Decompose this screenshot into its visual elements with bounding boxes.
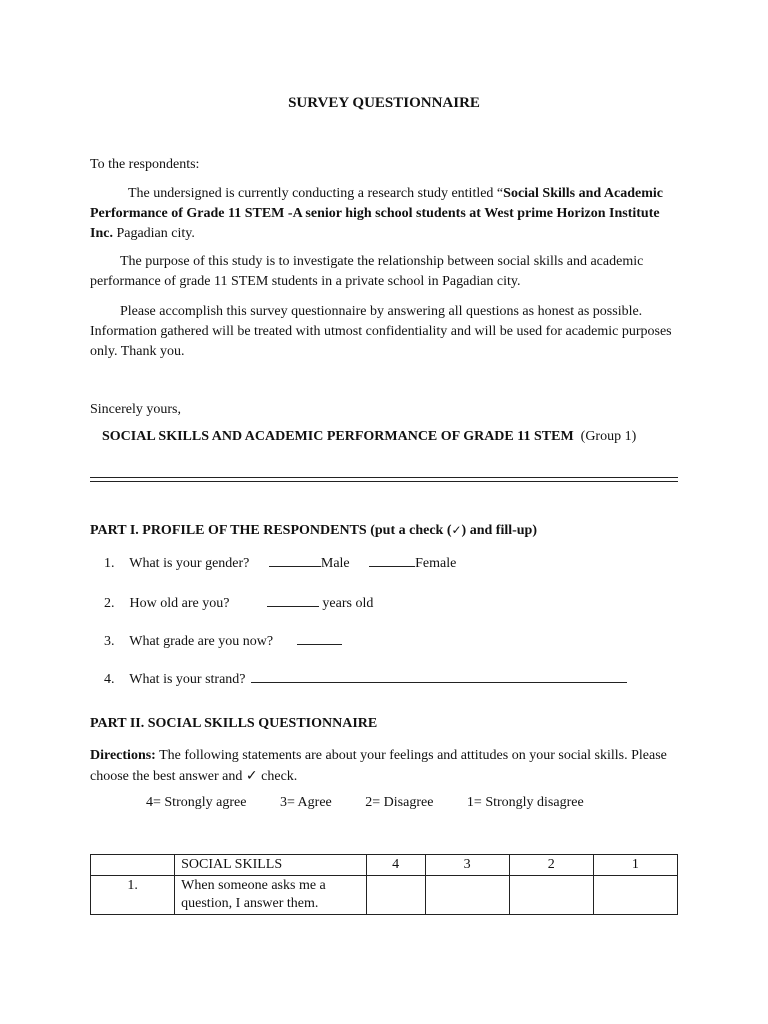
grade-blank[interactable] xyxy=(297,630,342,645)
question-strand xyxy=(104,668,627,688)
question-number: 4. xyxy=(104,672,115,687)
social-skills-table xyxy=(90,854,678,915)
question-number: 1. xyxy=(104,556,115,571)
part2-heading: PART II. SOCIAL SKILLS QUESTIONNAIRE xyxy=(90,716,378,731)
row-statement: When someone asks me a question, I answer them. xyxy=(175,876,367,915)
header-2: 2 xyxy=(509,855,593,876)
part1-heading xyxy=(90,523,537,539)
scale-1: 1= Strongly disagree xyxy=(466,795,584,810)
question-age xyxy=(104,592,373,612)
intro-post: Pagadian city. xyxy=(112,226,195,241)
intro-paragraph xyxy=(90,184,680,244)
female-label: Female xyxy=(415,556,457,571)
divider-bottom xyxy=(90,481,678,482)
question-text: What is your strand? xyxy=(129,672,246,687)
group-signature xyxy=(102,429,702,445)
study-title: Social Skills and Academic Performance of Grade 11 STEM -A senior high school students at West prime Horizon Institute Inc. xyxy=(90,186,664,241)
strand-blank[interactable] xyxy=(251,668,627,683)
scale-4: 4= Strongly agree xyxy=(146,795,247,810)
scale-3: 3= Agree xyxy=(279,795,332,810)
header-4: 4 xyxy=(366,855,425,876)
header-cell-blank xyxy=(91,855,175,876)
question-number: 2. xyxy=(104,596,115,611)
purpose-paragraph: The purpose of this study is to investigate the relationship between social skills and academic performance of grade 11 STEM students in a private school in Pagadian city. xyxy=(90,254,644,289)
page-title: SURVEY QUESTIONNAIRE xyxy=(288,95,480,111)
rating-cell-2[interactable] xyxy=(509,876,593,915)
check-icon: ✓ xyxy=(245,768,258,784)
rating-cell-1[interactable] xyxy=(593,876,677,915)
group-number: (Group 1) xyxy=(580,429,637,444)
row-number: 1. xyxy=(91,876,175,915)
rating-cell-3[interactable] xyxy=(425,876,509,915)
question-number: 3. xyxy=(104,634,115,649)
rating-scale xyxy=(146,795,584,811)
question-text: What grade are you now? xyxy=(129,634,274,649)
question-text: What is your gender? xyxy=(129,556,250,571)
directions-label: Directions: xyxy=(90,748,156,763)
part1-heading-post: ) and fill-up) xyxy=(461,523,538,538)
male-blank[interactable] xyxy=(269,552,321,567)
question-grade xyxy=(104,630,342,650)
greeting: To the respondents: xyxy=(90,157,200,172)
header-social-skills: SOCIAL SKILLS xyxy=(175,855,367,876)
directions xyxy=(90,746,680,787)
divider-top xyxy=(90,477,678,478)
scale-2: 2= Disagree xyxy=(365,795,434,810)
request-paragraph: Please accomplish this survey questionnaire by answering all questions as honest as possible. Information gathered will be treated with utmost confidentiality and will be used for academic purposes only. Thank you. xyxy=(90,304,672,359)
age-suffix: years old xyxy=(322,596,374,611)
directions-end: check. xyxy=(257,769,298,784)
rating-cell-4[interactable] xyxy=(366,876,425,915)
group-name: SOCIAL SKILLS AND ACADEMIC PERFORMANCE OF GRADE 11 STEM xyxy=(102,429,574,444)
question-text: How old are you? xyxy=(129,596,230,611)
header-3: 3 xyxy=(425,855,509,876)
table-row xyxy=(91,876,678,915)
age-blank[interactable] xyxy=(267,592,319,607)
part1-heading-pre: PART I. PROFILE OF THE RESPONDENTS (put a check ( xyxy=(90,523,452,538)
header-1: 1 xyxy=(593,855,677,876)
female-blank[interactable] xyxy=(369,552,415,567)
male-label: Male xyxy=(320,556,350,571)
check-icon: ✓ xyxy=(451,523,462,537)
question-gender xyxy=(104,552,456,572)
table-header-row xyxy=(91,855,678,876)
directions-text: The following statements are about your feelings and attitudes on your social skills. Please choose the best answer and xyxy=(90,748,667,784)
closing: Sincerely yours, xyxy=(90,402,181,417)
intro-pre: The undersigned is currently conducting a research study entitled “ xyxy=(128,186,504,201)
